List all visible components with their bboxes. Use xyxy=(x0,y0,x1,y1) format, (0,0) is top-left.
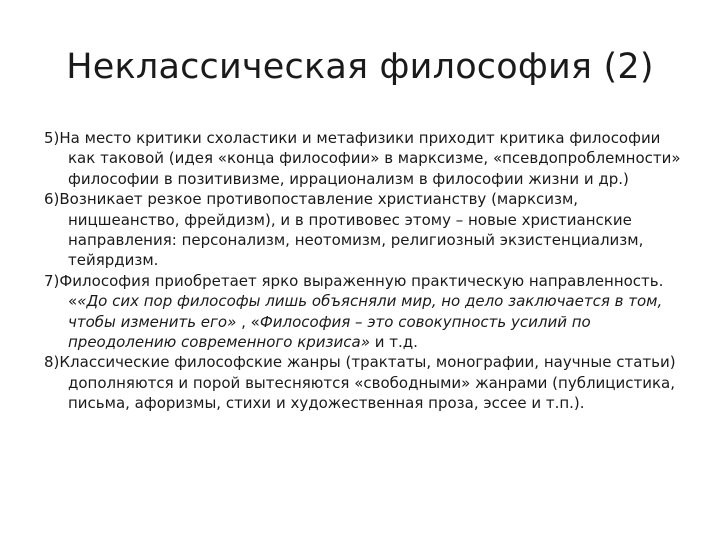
list-item-6: 6)Возникает резкое противопоставление христианству (марксизм, ницшеанство, фрейдизм), и в противовес этому – новые христианские направления: персонализм, неотомизм, религиозный экзистенциализм, тейярдизм. xyxy=(44,190,644,270)
list-item-8: 8)Классические философские жанры (трактаты, монографии, научные статьи) дополняются и порой вытесняются «свободными» жанрами (публицистика, письма, афоризмы, стихи и художественная проза, эссее и т.п.). xyxy=(44,353,676,413)
list-item-7-separator: , « xyxy=(236,312,260,331)
quote-philosophy-definition: Философия – это совокупность усилий по преодолению современного кризиса» xyxy=(68,312,591,352)
quote-marx: «До сих пор философы лишь объясняли мир, но дело заключается в том, чтобы изменить его» xyxy=(68,292,663,331)
list-item-5: 5)На место критики схоластики и метафизики приходит критика философии как таковой (идея «конца философии» в марксизме, «псевдопроблемности» философии в позитивизме, иррационализм в философии жизни и др.) xyxy=(44,129,681,188)
list-item-7-prefix: 7)Философия приобретает ярко выраженную практическую направленность. « xyxy=(44,271,664,311)
slide-body xyxy=(44,128,684,414)
list-item-7 xyxy=(44,271,684,353)
slide-title: Неклассическая философия (2) xyxy=(66,47,654,87)
list-item-7-suffix: и т.д. xyxy=(369,333,418,352)
